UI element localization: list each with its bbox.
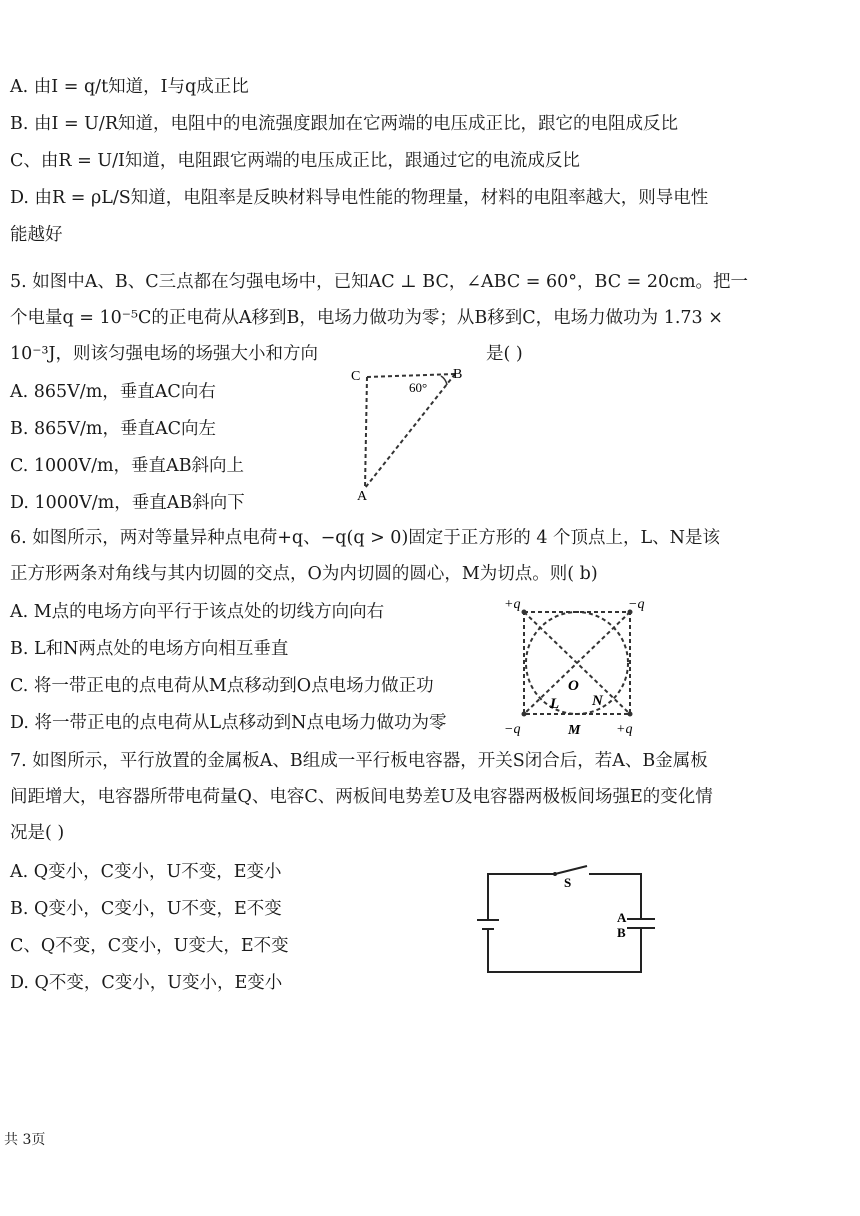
q7-option-b: B. Q变小，C变小，U不变，E不变	[10, 899, 282, 919]
q6-charge-top-right: −q	[628, 597, 645, 612]
q5-triangle-figure	[345, 360, 480, 505]
q6-charge-bottom-right: +q	[616, 722, 633, 737]
q4-option-a: A. 由I = q/t知道，I与q成正比	[10, 77, 249, 97]
q6-label-o: O	[568, 678, 579, 694]
q5-stem-line1: 5. 如图中A、B、C三点都在匀强电场中，已知AC ⊥ BC，∠ABC = 60°，BC = 20cm。把一	[10, 272, 749, 292]
q4-option-b: B. 由I = U/R知道，电阻中的电流强度跟加在它两端的电压成正比，跟它的电阻成反比	[10, 114, 679, 134]
q7-stem-line3: 况是( )	[10, 823, 65, 843]
q7-option-d: D. Q不变，C变小，U变小，E变小	[10, 973, 283, 993]
q6-option-c: C. 将一带正电的点电荷从M点移动到O点电场力做正功	[10, 676, 434, 696]
q5-label-a: A	[357, 489, 368, 504]
q6-label-m: M	[568, 723, 581, 738]
q6-option-d: D. 将一带正电的点电荷从L点移动到N点电场力做功为零	[10, 713, 447, 733]
q5-option-a: A. 865V/m，垂直AC向右	[10, 382, 216, 402]
q5-option-d: D. 1000V/m，垂直AB斜向下	[10, 493, 245, 513]
page-footer: 共 3页	[4, 1132, 46, 1148]
q5-label-c: C	[351, 369, 361, 384]
q6-stem-line2: 正方形两条对角线与其内切圆的交点，O为内切圆的圆心，M为切点。则( b)	[10, 564, 598, 584]
q7-label-plate-b: B	[617, 925, 626, 940]
q6-square-charges-figure	[500, 592, 660, 742]
q7-option-c: C、Q不变，C变小，U变大，E不变	[10, 936, 289, 956]
q6-stem-line1: 6. 如图所示，两对等量异种点电荷+q、−q(q > 0)固定于正方形的 4 个顶点上，L、N是该	[10, 528, 720, 548]
q5-option-b: B. 865V/m，垂直AC向左	[10, 419, 217, 439]
q4-option-d-line1: D. 由R = ρL/S知道，电阻率是反映材料导电性能的物理量，材料的电阻率越大，则导电性	[10, 188, 709, 208]
q6-charge-bottom-left: −q	[504, 722, 521, 737]
q7-capacitor-circuit-figure	[475, 862, 665, 982]
q5-stem-line2: 个电量q = 10⁻⁵C的正电荷从A移到B，电场力做功为零；从B移到C，电场力做功为 1.73 ×	[10, 308, 723, 328]
q6-option-b: B. L和N两点处的电场方向相互垂直	[10, 639, 289, 659]
q6-label-l: L	[550, 696, 560, 712]
q6-charge-top-left: +q	[504, 597, 521, 612]
q5-label-b: B	[453, 367, 463, 382]
q7-label-plate-a: A	[617, 910, 627, 925]
q5-option-c: C. 1000V/m，垂直AB斜向上	[10, 456, 245, 476]
q6-label-n: N	[592, 693, 603, 709]
q7-option-a: A. Q变小，C变小，U不变，E变小	[10, 862, 282, 882]
q6-option-a: A. M点的电场方向平行于该点处的切线方向向右	[10, 602, 385, 622]
q7-label-switch-s: S	[564, 875, 572, 890]
q7-stem-line2: 间距增大，电容器所带电荷量Q、电容C、两板间电势差U及电容器两极板间场强E的变化情	[10, 787, 713, 807]
q5-stem-line3: 10⁻³J，则该匀强电场的场强大小和方向	[10, 344, 319, 364]
q5-answer-blank: 是( )	[486, 344, 523, 364]
q4-option-c: C、由R = U/I知道，电阻跟它两端的电压成正比，跟通过它的电流成反比	[10, 151, 580, 171]
q4-option-d-line2: 能越好	[10, 225, 63, 245]
q5-angle-label: 60°	[409, 380, 428, 395]
q7-stem-line1: 7. 如图所示，平行放置的金属板A、B组成一平行板电容器，开关S闭合后，若A、B金属板	[10, 751, 708, 771]
